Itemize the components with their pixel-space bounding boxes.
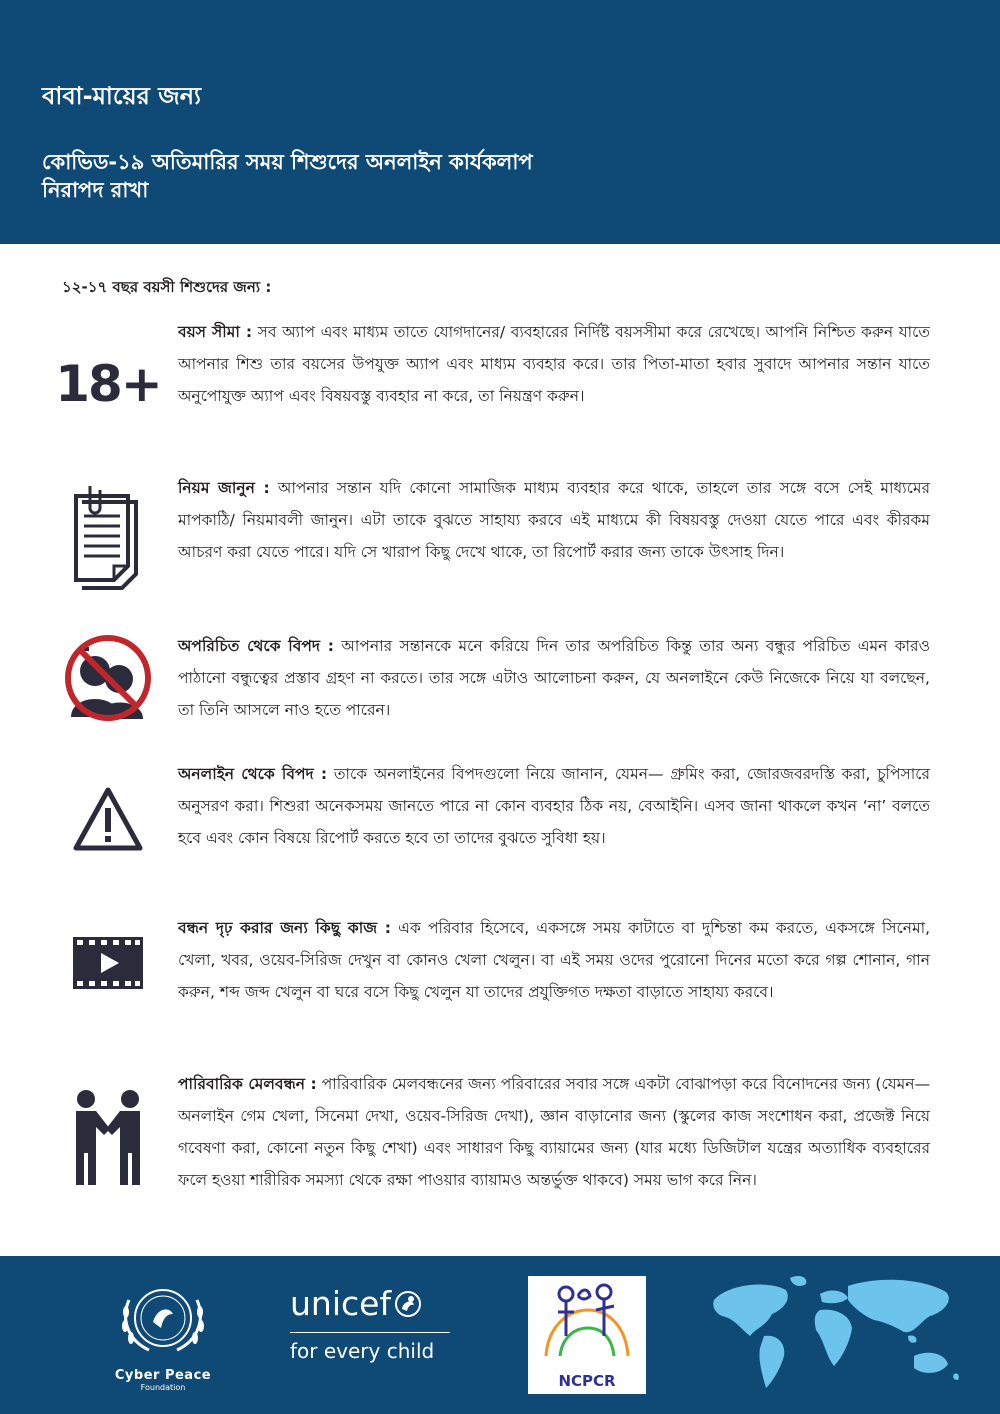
cyber-peace-logo xyxy=(98,1278,228,1392)
section-body: পারিবারিক মেলবন্ধনের জন্য পরিবারের সবার সঙ্গে একটা বোঝাপড়া করে বিনোদনের জন্য (যেমন— অনলাইন গেম খেলা, সিনেমা দেখা, ওয়েব-সিরিজ দেখা), জ্ঞান বাড়ানোর জন্য (স্কুলের কাজ সংশোধন করা, প্রজেক্ট নিয়ে গবেষণা করা, কোনো নতুন কিছু শেখা) এবং সাধারণ কিছু ব্যায়ামের জন্য (যার মধ্যে ডিজিটাল যন্ত্রের অত্যাধিক ব্যবহারের ফলে হওয়া শারীরিক সমস্যা থেকে রক্ষা পাওয়ার ব্যায়ামও অন্তর্ভুক্ত থাকবে) সময় ভাগ করে নিন। xyxy=(178,1075,930,1189)
section-family-bonding xyxy=(58,1068,938,1238)
footer-banner xyxy=(0,1256,1000,1414)
section-heading: বয়স সীমা : xyxy=(178,323,253,341)
ncpcr-emblem-icon xyxy=(528,1276,646,1372)
section-text xyxy=(178,630,930,726)
document-icon xyxy=(58,482,158,592)
section-text xyxy=(178,758,930,854)
unicef-tagline: for every child xyxy=(290,1339,435,1363)
cyber-peace-name: Cyber Peace xyxy=(114,1368,212,1383)
section-text xyxy=(178,912,930,1008)
no-strangers-icon xyxy=(58,632,158,724)
world-map-icon xyxy=(708,1270,964,1398)
section-heading: অনলাইন থেকে বিপদ : xyxy=(178,765,328,783)
section-know-rules xyxy=(58,472,938,602)
section-body: আপনার সন্তান যদি কোনো সামাজিক মাধ্যম ব্যবহার করে থাকে, তাহলে তার সঙ্গে বসে সেই মাধ্যমের মাপকাঠি/ নিয়মাবলী জানুন। এটা তাকে বুঝতে সাহায্য করবে এই মাধ্যমে কী বিষয়বস্তু দেওয়া যেতে পারে এবং কীরকম আচরণ করা যেতে পারে। যদি সে খারাপ কিছু দেখে থাকে, তা রিপোর্ট করার জন্য তাকে উৎসাহ দিন। xyxy=(178,479,931,561)
unicef-logo xyxy=(290,1286,460,1363)
section-text xyxy=(178,1068,930,1196)
section-age-limit xyxy=(55,316,938,446)
ncpcr-logo xyxy=(528,1276,646,1394)
section-heading: বন্ধন দৃঢ় করার জন্য কিছু কাজ : xyxy=(178,919,391,937)
section-text xyxy=(178,472,930,568)
ncpcr-name: NCPCR xyxy=(558,1372,616,1390)
section-text xyxy=(178,316,930,412)
section-heading: নিয়ম জানুন : xyxy=(178,479,270,497)
section-bonding-activities xyxy=(58,912,938,1042)
section-stranger-danger xyxy=(58,630,938,730)
section-heading: অপরিচিত থেকে বিপদ : xyxy=(178,637,334,655)
section-online-danger xyxy=(58,758,938,888)
warning-icon xyxy=(58,778,158,860)
handshake-icon xyxy=(58,1088,158,1188)
section-body: এক পরিবার হিসেবে, একসঙ্গে সময় কাটাতে বা দুশ্চিন্তা কম করতে, একসঙ্গে সিনেমা, খেলা, খবর, ওয়েব-সিরিজ দেখুন বা কোনও খেলা খেলুন। বা এই সময় ওদের পুরোনো দিনের মতো করে গল্প শোনান, গান করুন, শব্দ জব্দ খেলুন বা ঘরে বসে কিছু খেলুন যা তাদের প্রযুক্তিগত দক্ষতা বাড়াতে সাহায্য করবে। xyxy=(178,919,930,1001)
unicef-divider xyxy=(290,1332,450,1333)
section-body: সব অ্যাপ এবং মাধ্যম তাতে যোগদানের/ ব্যবহারের নির্দিষ্ট বয়সসীমা করে রেখেছে। আপনি নিশ্চিত করুন যাতে আপনার শিশু তার বয়সের উপযুক্ত অ্যাপ এবং মাধ্যম ব্যবহার করে। তার পিতা-মাতা হবার সুবাদে আপনার সন্তান যাতে অনুপোযুক্ত অ্যাপ এবং বিষয়বস্তু ব্যবহার না করে, তা নিয়ন্ত্রণ করুন। xyxy=(178,323,930,405)
section-body: তাকে অনলাইনের বিপদগুলো নিয়ে জানান, যেমন— গ্রুমিং করা, জোরজবরদস্তি করা, চুপিসারে অনুসরণ করা। শিশুরা অনেকসময় জানতে পারে না কোন ব্যবহার ঠিক নয়, বেআইনি। এসব জানা থাকলে কখন ‘না’ বলতে হবে এবং কোন বিষয়ে রিপোর্ট করতে হবে তা তাদের বুঝতে সুবিধা হয়। xyxy=(178,765,931,847)
header-banner xyxy=(0,0,1000,244)
intro-heading: ১২-১৭ বছর বয়সী শিশুদের জন্য : xyxy=(62,278,272,296)
video-icon xyxy=(58,928,158,998)
unicef-emblem-icon xyxy=(393,1289,423,1319)
page-subtitle: কোভিড-১৯ অতিমারির সময় শিশুদের অনলাইন কার্যকলাপ নিরাপদ রাখা xyxy=(42,150,533,202)
laurel-emblem-icon xyxy=(115,1278,211,1362)
cyber-peace-sub: Foundation xyxy=(140,1383,186,1392)
18-plus-icon: 18+ xyxy=(55,355,161,413)
unicef-name: unicef xyxy=(290,1284,392,1323)
section-body: আপনার সন্তানকে মনে করিয়ে দিন তার অপরিচিত কিন্তু তার অন্য বন্ধুর পরিচিত এমন কারও পাঠানো বন্ধুত্বের প্রস্তাব গ্রহণ না করতে। তার সঙ্গে এটাও আলোচনা করুন, যে অনলাইনে কেউ নিজেকে নিয়ে যা বলছেন, তা তিনি আসলে নাও হতে পারেন। xyxy=(178,637,930,719)
section-heading: পারিবারিক মেলবন্ধন : xyxy=(178,1075,317,1093)
page-title: বাবা-মায়ের জন্য xyxy=(42,82,201,110)
